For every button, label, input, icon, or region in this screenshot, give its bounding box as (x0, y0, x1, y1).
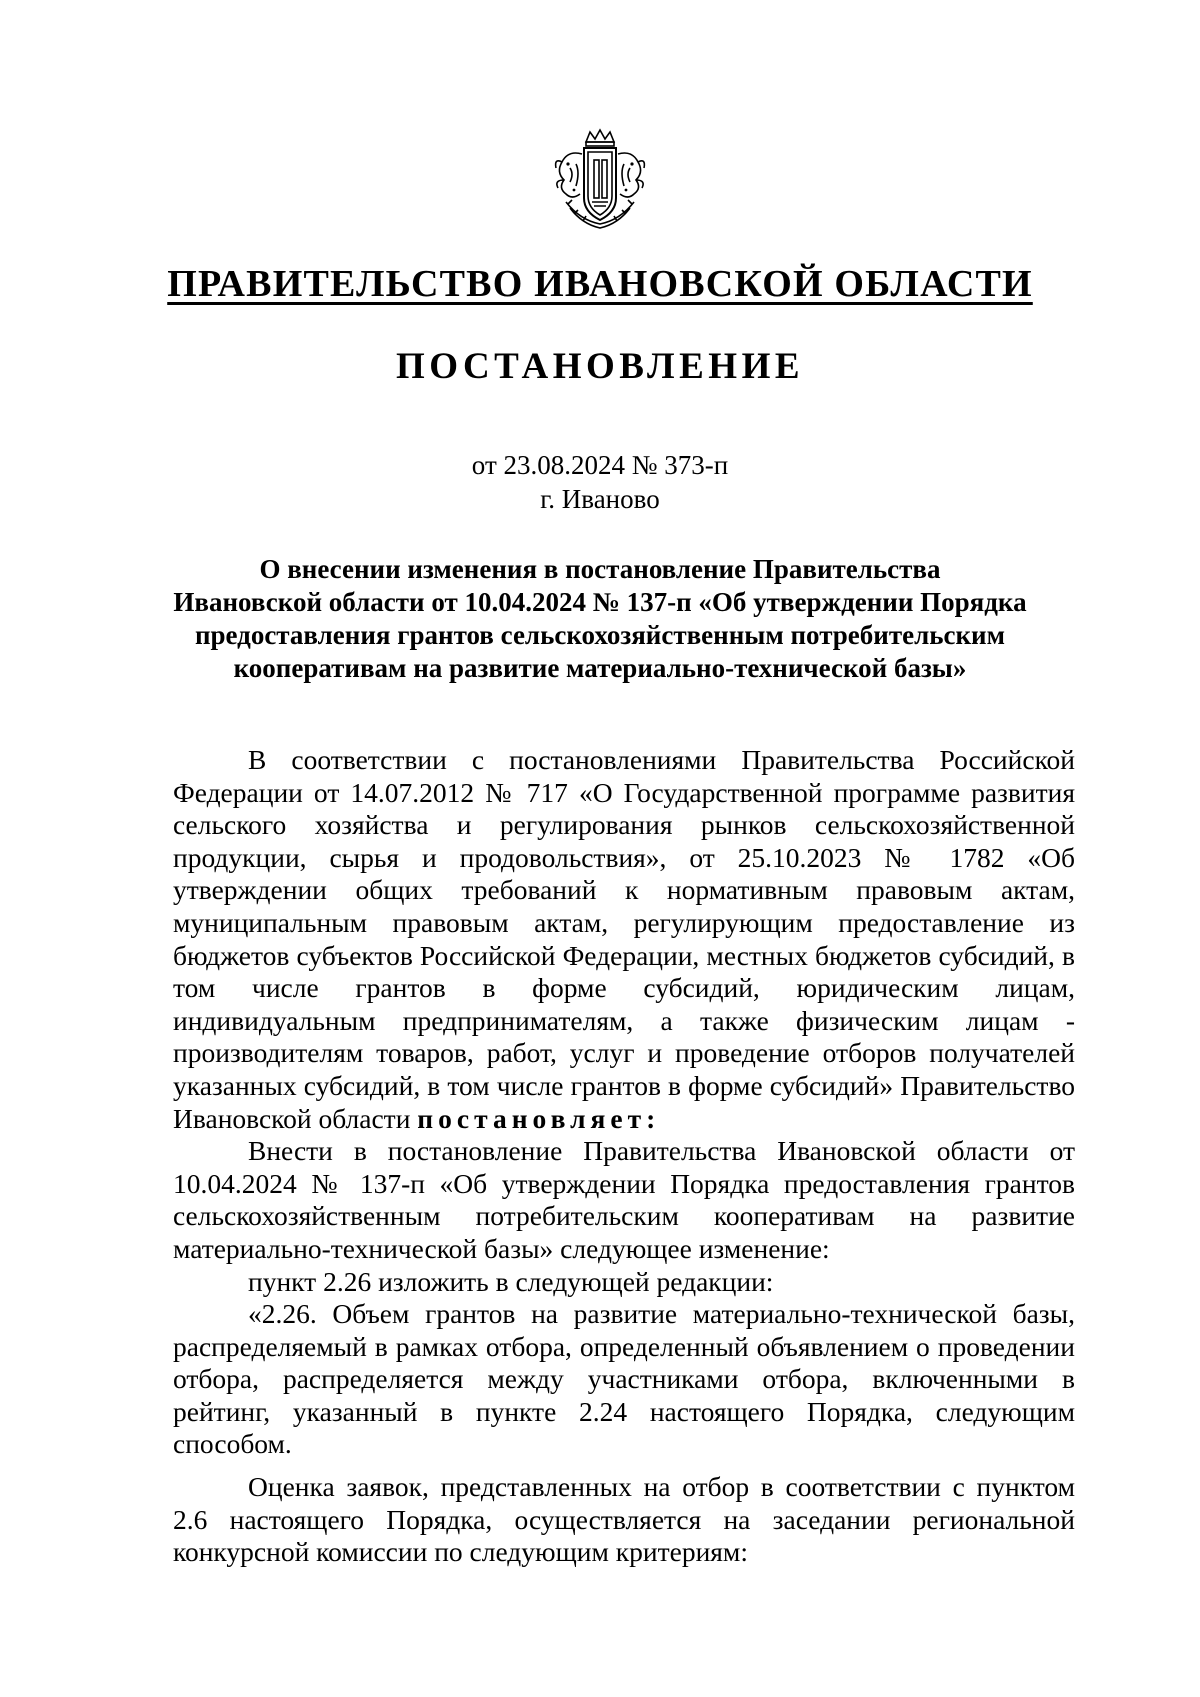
government-heading: ПРАВИТЕЛЬСТВО ИВАНОВСКОЙ ОБЛАСТИ (167, 263, 1033, 305)
title-line: О внесении изменения в постановление Правительства (259, 554, 941, 584)
amendment-item-paragraph: пункт 2.26 изложить в следующей редакции: (248, 1265, 774, 1297)
date-and-place (0, 448, 1200, 516)
title-line: Ивановской области от 10.04.2024 № 137-п «Об утверждении Порядка (173, 587, 1027, 617)
preamble-text: В соответствии с постановлениями Правительства Российской Федерации от 14.07.2012 № 717 «О Государственной программе развития сельского хозяйства и регулирования рынков сельскохозяйственной продукции, сырья и продовольствия», от 25.10.2023 № 1782 «Об утверждении общих требований к нормативным правовым актам, муниципальным правовым актам, регулирующим предоставление из бюджетов субъектов Российской Федерации, местных бюджетов субсидий, в том числе грантов в форме субсидий, юридическим лицам, индивидуальным предпринимателям, а также физическим лицам - производителям товаров, работ, услуг и проведение отборов получателей указанных субсидий, в том числе грантов в форме субсидий» Правительство Ивановской области (173, 744, 1075, 1134)
amendment-paragraph: Внести в постановление Правительства Ивановской области от 10.04.2024 № 137-п «Об утверждении Порядка предоставления грантов сельскохозяйственным потребительским кооперативам на развитие материально-технической базы» следующее изменение: (173, 1135, 1075, 1264)
resolves-word: постановляет: (417, 1102, 661, 1134)
evaluation-paragraph: Оценка заявок, представленных на отбор в соответствии с пунктом 2.6 настоящего Порядка, осуществляется на заседании региональной конкурсной комиссии по следующим критериям: (173, 1471, 1075, 1568)
new-wording-paragraph: «2.26. Объем грантов на развитие материально-технической базы, распределяемый в рамках отбора, определенный объявлением о проведении отбора, распределяется между участниками отбора, включенными в рейтинг, указанный в пункте 2.24 настоящего Порядка, следующим способом. (173, 1298, 1075, 1460)
city: г. Иваново (540, 484, 660, 514)
document-type-heading: ПОСТАНОВЛЕНИЕ (395, 346, 805, 387)
document-body (173, 744, 1075, 1569)
document-title (150, 553, 1050, 685)
preamble-paragraph (173, 744, 1075, 1135)
title-line: предоставления грантов сельскохозяйственным потребительским (194, 620, 1006, 650)
title-line: кооперативам на развитие материально-технической базы» (233, 653, 967, 683)
date-number: от 23.08.2024 № 373-п (471, 450, 729, 480)
coat-of-arms-emblem (550, 128, 650, 232)
